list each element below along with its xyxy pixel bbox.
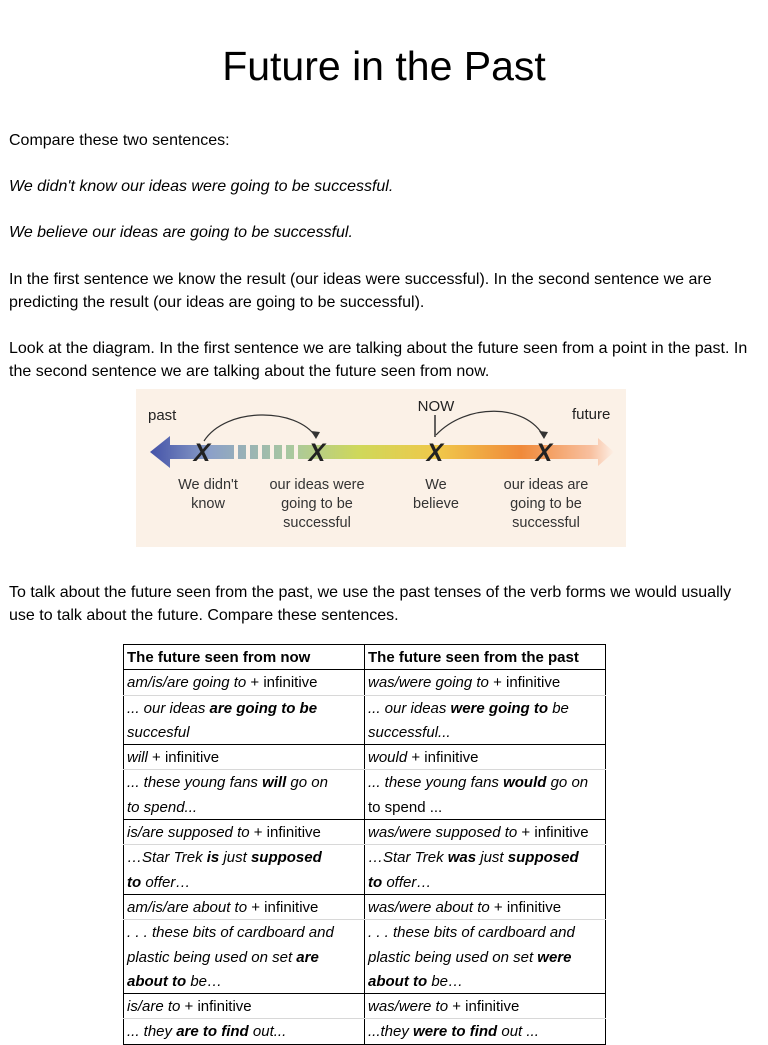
page-title: Future in the Past [222, 43, 546, 89]
diagram-intro-paragraph: Look at the diagram. In the first sentence we are talking about the future seen from a point in the past. In the second sentence we are talking about the future seen from now. [9, 340, 748, 380]
now-arc-arrow [436, 411, 544, 437]
example-sentence-now: We believe our ideas are going to be successful. [9, 224, 353, 241]
x-mark-we-didnt-know: X [193, 439, 211, 467]
past-label: past [148, 407, 177, 424]
table-row: will + infinitive would + infinitive [124, 745, 606, 770]
comparison-intro-paragraph: To talk about the future seen from the past, we use the past tenses of the verb forms we would usually use to talk about the future. Compare these sentences. [9, 584, 732, 624]
table-row: am/is/are going to + infinitive was/were going to + infinitive [124, 670, 606, 695]
label-ideas-were-1: our ideas were [269, 477, 365, 493]
label-ideas-are-3: successful [512, 515, 580, 531]
example-sentence-past: We didn't know our ideas were going to be successful. [9, 178, 394, 195]
future-label: future [572, 406, 611, 423]
label-we-didnt-know-2: know [191, 496, 225, 512]
table-row: is/are to + infinitive was/were to + infinitive [124, 994, 606, 1019]
table-header-row [124, 645, 606, 670]
header-future-from-past: The future seen from the past [365, 645, 606, 670]
header-future-from-now: The future seen from now [124, 645, 365, 670]
label-we-believe-2: believe [413, 496, 459, 512]
past-arc-arrowhead [311, 431, 320, 439]
timeline-diagram [136, 389, 626, 547]
past-arc-arrow [204, 415, 316, 441]
label-ideas-were-2: going to be [281, 496, 353, 512]
table-row: about to be… about to be… [124, 969, 606, 994]
intro-text: Compare these two sentences: [9, 132, 230, 149]
table-row: to spend... to spend ... [124, 795, 606, 820]
label-we-believe-1: We [425, 477, 447, 493]
explanation-paragraph: In the first sentence we know the result (our ideas were successful). In the second sentence we are predicting the result (our ideas are going to be successful). [9, 271, 712, 311]
table-row: …Star Trek is just supposed …Star Trek was just supposed [124, 845, 606, 870]
table-row: succesful successful... [124, 720, 606, 745]
table-row: ... they are to find out... ...they were to find out ... [124, 1019, 606, 1044]
table-row: is/are supposed to + infinitive was/were supposed to + infinitive [124, 820, 606, 845]
table-row: . . . these bits of cardboard and . . . these bits of cardboard and [124, 920, 606, 945]
label-ideas-were-3: successful [283, 515, 351, 531]
x-mark-we-believe: X [426, 439, 444, 467]
now-arc-arrowhead [539, 431, 548, 439]
x-mark-ideas-are: X [535, 439, 553, 467]
table-row: am/is/are about to + infinitive was/were about to + infinitive [124, 894, 606, 919]
table-row: ... these young fans will go on ... these young fans would go on [124, 770, 606, 795]
x-mark-ideas-were: X [308, 439, 326, 467]
now-label: NOW [417, 398, 455, 415]
label-ideas-are-2: going to be [510, 496, 582, 512]
table-row: plastic being used on set are plastic being used on set were [124, 945, 606, 969]
label-we-didnt-know-1: We didn't [178, 477, 238, 493]
label-ideas-are-1: our ideas are [503, 477, 589, 493]
table-row: ... our ideas are going to be ... our ideas were going to be [124, 695, 606, 720]
comparison-table [123, 644, 606, 1045]
table-row: to offer… to offer… [124, 870, 606, 895]
